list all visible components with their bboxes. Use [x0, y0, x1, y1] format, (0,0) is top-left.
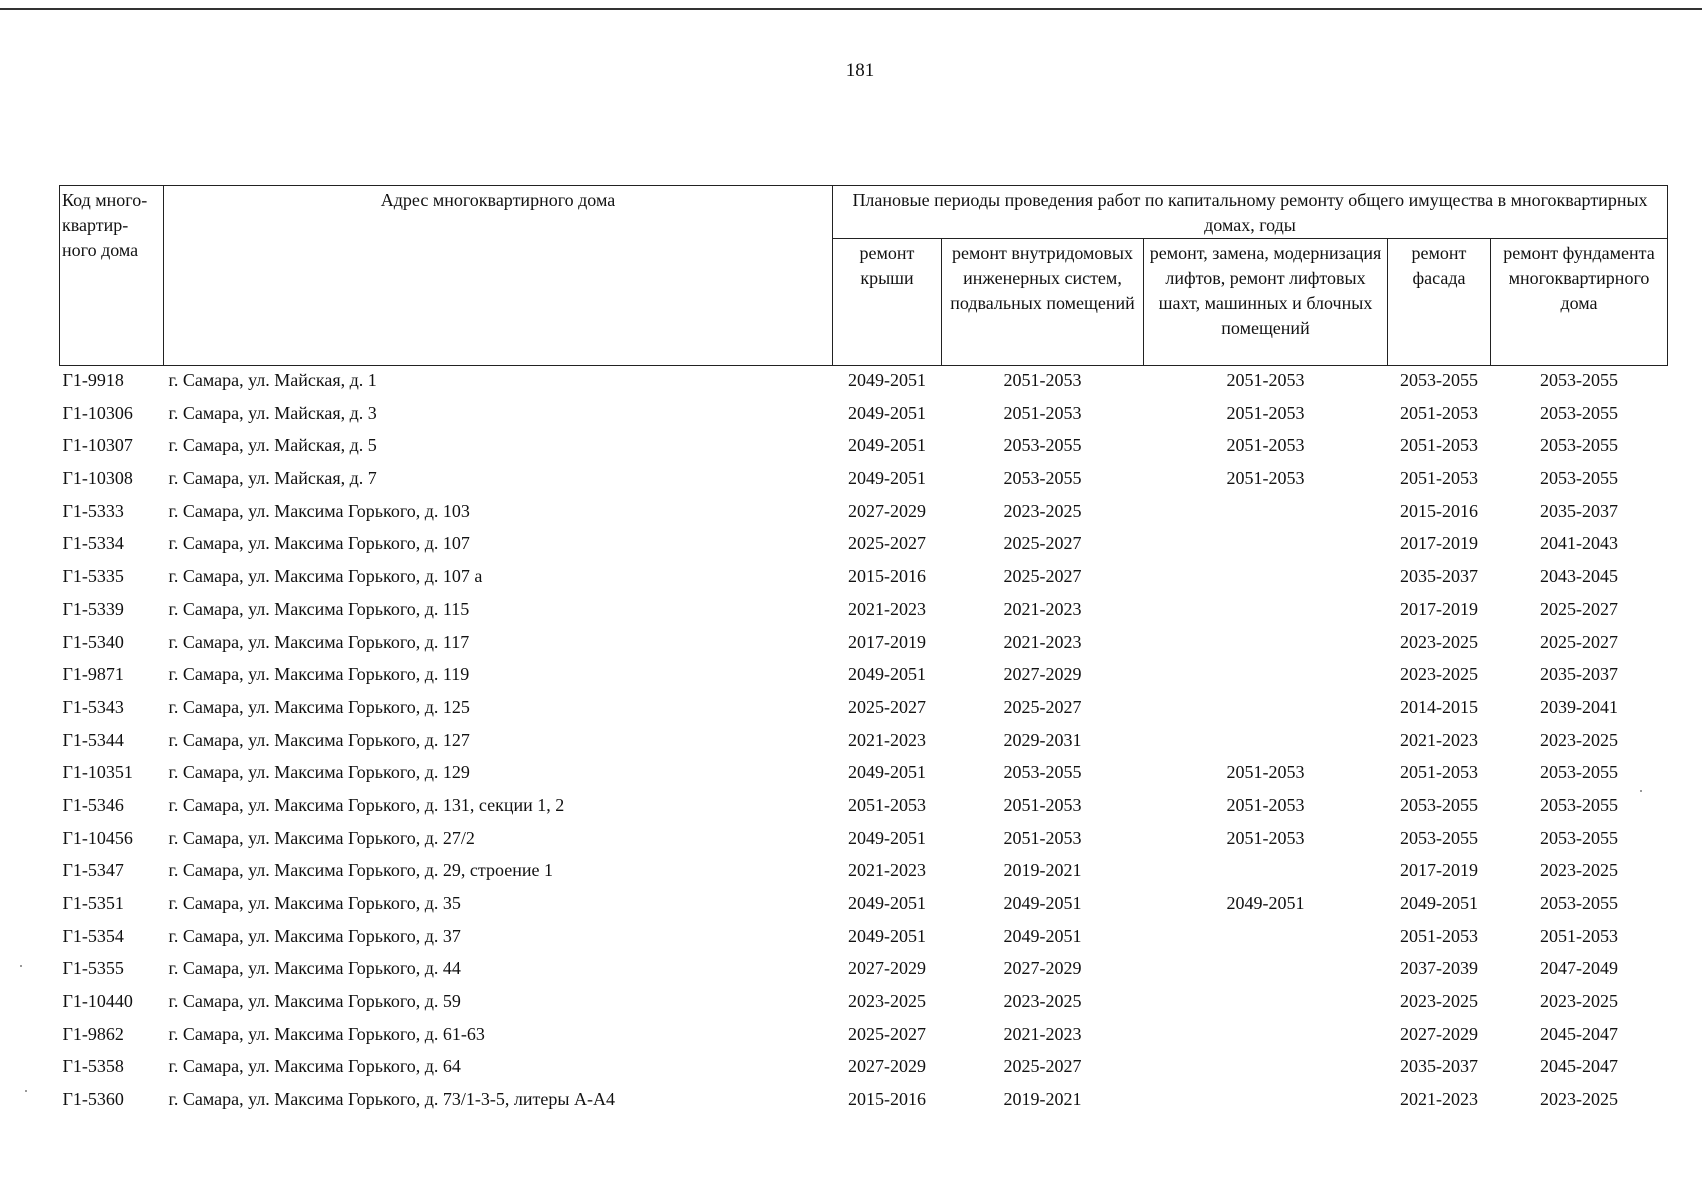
cell-engineering: 2027-2029 [1003, 664, 1082, 685]
cell-facade: 2053-2055 [1400, 827, 1478, 848]
cell-address: г. Самара, ул. Майская, д. 3 [168, 402, 377, 423]
cell-code: Г1-5335 [62, 566, 124, 587]
cell-address: г. Самара, ул. Максима Горького, д. 27/2 [168, 827, 475, 848]
table-row [60, 564, 1668, 597]
cell-elevators: 2051-2053 [1226, 794, 1305, 815]
cell-engineering: 2053-2055 [1003, 468, 1082, 489]
cell-engineering: 2023-2025 [1003, 500, 1082, 521]
cell-engineering: 2025-2027 [1003, 1056, 1082, 1077]
cell-engineering: 2027-2029 [1003, 958, 1082, 979]
cell-address: г. Самара, ул. Максима Горького, д. 61-63 [168, 1023, 485, 1044]
cell-engineering: 2051-2053 [1003, 370, 1082, 390]
cell-address: г. Самара, ул. Максима Горького, д. 103 [168, 500, 470, 521]
cell-address: г. Самара, ул. Максима Горького, д. 29, строение 1 [168, 860, 553, 881]
cell-code: Г1-5343 [62, 696, 124, 717]
cell-roof: 2025-2027 [848, 1023, 926, 1044]
cell-facade: 2014-2015 [1400, 696, 1478, 717]
cell-roof: 2015-2016 [848, 566, 926, 587]
table-row [60, 401, 1668, 434]
table-row [60, 597, 1668, 630]
cell-engineering: 2025-2027 [1003, 566, 1082, 587]
cell-foundation: 2035-2037 [1540, 664, 1618, 685]
cell-engineering: 2019-2021 [1003, 1089, 1082, 1110]
cell-elevators [1144, 956, 1388, 989]
cell-address: г. Самара, ул. Максима Горького, д. 59 [168, 991, 461, 1012]
cell-code: Г1-5340 [62, 631, 124, 652]
cell-elevators [1144, 531, 1388, 564]
cell-engineering: 2021-2023 [1003, 1023, 1082, 1044]
cell-engineering: 2053-2055 [1003, 435, 1082, 456]
cell-elevators [1144, 858, 1388, 891]
cell-code: Г1-10456 [62, 827, 133, 848]
cell-elevators [1144, 597, 1388, 630]
cell-roof: 2023-2025 [848, 991, 926, 1012]
cell-address: г. Самара, ул. Максима Горького, д. 73/1-3-5, литеры А-А4 [168, 1089, 615, 1110]
cell-foundation: 2035-2037 [1540, 500, 1618, 521]
cell-elevators: 2051-2053 [1226, 762, 1305, 783]
cell-foundation: 2043-2045 [1540, 566, 1618, 587]
table-row [60, 630, 1668, 663]
cell-code: Г1-10440 [62, 991, 133, 1012]
cell-engineering: 2051-2053 [1003, 827, 1082, 848]
cell-facade: 2017-2019 [1400, 533, 1478, 554]
cell-foundation: 2051-2053 [1540, 925, 1618, 946]
cell-code: Г1-10307 [62, 435, 133, 456]
cell-address: г. Самара, ул. Максима Горького, д. 117 [168, 631, 470, 652]
cell-code: Г1-5344 [62, 729, 124, 750]
table-row [60, 531, 1668, 564]
cell-facade: 2023-2025 [1400, 991, 1478, 1012]
cell-address: г. Самара, ул. Майская, д. 5 [168, 435, 377, 456]
cell-facade: 2027-2029 [1400, 1023, 1478, 1044]
cell-elevators: 2051-2053 [1226, 827, 1305, 848]
cell-foundation: 2023-2025 [1540, 991, 1618, 1012]
cell-foundation: 2023-2025 [1540, 1089, 1618, 1110]
cell-elevators: 2051-2053 [1226, 402, 1305, 423]
cell-roof: 2049-2051 [848, 664, 926, 685]
cell-roof: 2049-2051 [848, 762, 926, 783]
table-row [60, 662, 1668, 695]
scan-artifact [1640, 790, 1642, 792]
cell-foundation: 2053-2055 [1540, 468, 1618, 489]
cell-elevators [1144, 924, 1388, 957]
cell-engineering: 2021-2023 [1003, 631, 1082, 652]
cell-code: Г1-5333 [62, 500, 124, 521]
cell-facade: 2021-2023 [1400, 1089, 1478, 1110]
cell-code: Г1-5351 [62, 893, 124, 913]
cell-roof: 2025-2027 [848, 696, 926, 717]
cell-engineering: 2049-2051 [1003, 925, 1082, 946]
header-roof: ремонт крыши [833, 239, 942, 366]
cell-foundation: 2053-2055 [1540, 402, 1618, 423]
cell-engineering: 2051-2053 [1003, 794, 1082, 815]
cell-code: Г1-5334 [62, 533, 124, 554]
cell-elevators [1144, 1087, 1388, 1120]
cell-elevators [1144, 1054, 1388, 1087]
cell-elevators [1144, 989, 1388, 1022]
cell-facade: 2035-2037 [1400, 1056, 1478, 1077]
cell-engineering: 2019-2021 [1003, 860, 1082, 881]
cell-foundation: 2045-2047 [1540, 1056, 1618, 1077]
cell-address: г. Самара, ул. Майская, д. 7 [168, 468, 377, 489]
cell-facade: 2051-2053 [1400, 468, 1478, 489]
cell-address: г. Самара, ул. Максима Горького, д. 64 [168, 1056, 461, 1077]
cell-elevators: 2051-2053 [1226, 370, 1305, 390]
table-row [60, 760, 1668, 793]
cell-facade: 2051-2053 [1400, 402, 1478, 423]
cell-facade: 2051-2053 [1400, 435, 1478, 456]
cell-foundation: 2025-2027 [1540, 631, 1618, 652]
cell-roof: 2049-2051 [848, 827, 926, 848]
cell-roof: 2021-2023 [848, 860, 926, 881]
table-row [60, 924, 1668, 957]
cell-address: г. Самара, ул. Максима Горького, д. 125 [168, 696, 470, 717]
cell-foundation: 2023-2025 [1540, 860, 1618, 881]
cell-foundation: 2023-2025 [1540, 729, 1618, 750]
cell-engineering: 2025-2027 [1003, 696, 1082, 717]
cell-facade: 2015-2016 [1400, 500, 1478, 521]
cell-code: Г1-5358 [62, 1056, 124, 1077]
repair-schedule-table [59, 185, 1668, 1120]
cell-facade: 2023-2025 [1400, 664, 1478, 685]
repair-schedule-table-wrap [59, 185, 1668, 1120]
cell-foundation: 2039-2041 [1540, 696, 1618, 717]
cell-elevators [1144, 662, 1388, 695]
table-row [60, 826, 1668, 859]
cell-address: г. Самара, ул. Максима Горького, д. 127 [168, 729, 470, 750]
cell-facade: 2021-2023 [1400, 729, 1478, 750]
cell-code: Г1-5347 [62, 860, 124, 881]
cell-roof: 2049-2051 [848, 893, 926, 913]
cell-engineering: 2051-2053 [1003, 402, 1082, 423]
cell-address: г. Самара, ул. Максима Горького, д. 131, секции 1, 2 [168, 794, 565, 815]
cell-engineering: 2025-2027 [1003, 533, 1082, 554]
table-row [60, 891, 1668, 924]
table-row [60, 499, 1668, 532]
cell-code: Г1-10308 [62, 468, 133, 489]
cell-engineering: 2053-2055 [1003, 762, 1082, 783]
header-address: Адрес многоквартирного дома [164, 186, 833, 366]
cell-elevators [1144, 630, 1388, 663]
table-row [60, 1022, 1668, 1055]
header-code: Код много-квартир-ного дома [60, 186, 164, 366]
cell-engineering: 2023-2025 [1003, 991, 1082, 1012]
table-body [60, 366, 1668, 1120]
cell-foundation: 2053-2055 [1540, 827, 1618, 848]
table-row [60, 793, 1668, 826]
table-row [60, 695, 1668, 728]
table-row [60, 858, 1668, 891]
cell-code: Г1-5360 [62, 1089, 124, 1110]
cell-roof: 2021-2023 [848, 729, 926, 750]
cell-roof: 2051-2053 [848, 794, 926, 815]
cell-address: г. Самара, ул. Максима Горького, д. 37 [168, 925, 461, 946]
cell-engineering: 2049-2051 [1003, 893, 1082, 913]
cell-elevators [1144, 1022, 1388, 1055]
cell-roof: 2049-2051 [848, 402, 926, 423]
table-row [60, 989, 1668, 1022]
cell-foundation: 2041-2043 [1540, 533, 1618, 554]
table-row [60, 466, 1668, 499]
cell-facade: 2051-2053 [1400, 925, 1478, 946]
cell-code: Г1-5346 [62, 794, 124, 815]
cell-roof: 2049-2051 [848, 435, 926, 456]
cell-address: г. Самара, ул. Максима Горького, д. 129 [168, 762, 470, 783]
cell-code: Г1-10351 [62, 762, 133, 783]
cell-facade: 2035-2037 [1400, 566, 1478, 587]
cell-facade: 2023-2025 [1400, 631, 1478, 652]
cell-engineering: 2029-2031 [1003, 729, 1082, 750]
cell-elevators: 2051-2053 [1226, 435, 1305, 456]
cell-elevators [1144, 695, 1388, 728]
cell-facade: 2049-2051 [1400, 893, 1478, 913]
cell-address: г. Самара, ул. Майская, д. 1 [168, 370, 377, 390]
cell-code: Г1-5354 [62, 925, 124, 946]
top-rule [0, 8, 1702, 10]
cell-foundation: 2053-2055 [1540, 435, 1618, 456]
header-foundation: ремонт фундамента многоквартирного дома [1491, 239, 1668, 366]
table-row [60, 956, 1668, 989]
cell-roof: 2027-2029 [848, 500, 926, 521]
scan-artifact [25, 1090, 27, 1092]
page-number: 181 [845, 60, 875, 81]
cell-address: г. Самара, ул. Максима Горького, д. 107 а [168, 566, 483, 587]
cell-facade: 2053-2055 [1400, 370, 1478, 390]
cell-facade: 2017-2019 [1400, 860, 1478, 881]
cell-facade: 2053-2055 [1400, 794, 1478, 815]
cell-roof: 2049-2051 [848, 370, 926, 390]
header-engineering: ремонт внутридомовых инженерных систем, подвальных помещений [942, 239, 1144, 366]
table-row [60, 728, 1668, 761]
cell-elevators [1144, 499, 1388, 532]
cell-roof: 2049-2051 [848, 468, 926, 489]
cell-foundation: 2053-2055 [1540, 370, 1618, 390]
cell-roof: 2021-2023 [848, 598, 926, 619]
cell-foundation: 2053-2055 [1540, 893, 1618, 913]
cell-foundation: 2053-2055 [1540, 762, 1618, 783]
cell-elevators: 2049-2051 [1226, 893, 1305, 913]
table-row [60, 366, 1668, 401]
cell-roof: 2015-2016 [848, 1089, 926, 1110]
cell-facade: 2051-2053 [1400, 762, 1478, 783]
cell-foundation: 2053-2055 [1540, 794, 1618, 815]
table-row [60, 433, 1668, 466]
header-elevators: ремонт, замена, модернизация лифтов, ремонт лифтовых шахт, машинных и блочных помещений [1144, 239, 1388, 366]
cell-roof: 2017-2019 [848, 631, 926, 652]
cell-address: г. Самара, ул. Максима Горького, д. 35 [168, 893, 461, 913]
cell-facade: 2037-2039 [1400, 958, 1478, 979]
cell-address: г. Самара, ул. Максима Горького, д. 115 [168, 598, 470, 619]
cell-roof: 2049-2051 [848, 925, 926, 946]
cell-address: г. Самара, ул. Максима Горького, д. 44 [168, 958, 461, 979]
cell-code: Г1-5339 [62, 598, 124, 619]
header-periods-group: Плановые периоды проведения работ по капитальному ремонту общего имущества в многоквартирных домах, годы [833, 186, 1668, 239]
table-row [60, 1054, 1668, 1087]
cell-foundation: 2045-2047 [1540, 1023, 1618, 1044]
cell-code: Г1-5355 [62, 958, 124, 979]
cell-code: Г1-9918 [62, 370, 124, 390]
cell-engineering: 2021-2023 [1003, 598, 1082, 619]
table-row [60, 1087, 1668, 1120]
cell-address: г. Самара, ул. Максима Горького, д. 107 [168, 533, 470, 554]
cell-address: г. Самара, ул. Максима Горького, д. 119 [168, 664, 470, 685]
cell-code: Г1-9862 [62, 1023, 124, 1044]
cell-elevators: 2051-2053 [1226, 468, 1305, 489]
cell-roof: 2027-2029 [848, 958, 926, 979]
cell-foundation: 2025-2027 [1540, 598, 1618, 619]
cell-roof: 2027-2029 [848, 1056, 926, 1077]
cell-elevators [1144, 564, 1388, 597]
cell-code: Г1-9871 [62, 664, 124, 685]
cell-elevators [1144, 728, 1388, 761]
header-facade: ремонт фасада [1388, 239, 1491, 366]
cell-foundation: 2047-2049 [1540, 958, 1618, 979]
scan-artifact [20, 965, 22, 967]
cell-facade: 2017-2019 [1400, 598, 1478, 619]
cell-roof: 2025-2027 [848, 533, 926, 554]
cell-code: Г1-10306 [62, 402, 133, 423]
